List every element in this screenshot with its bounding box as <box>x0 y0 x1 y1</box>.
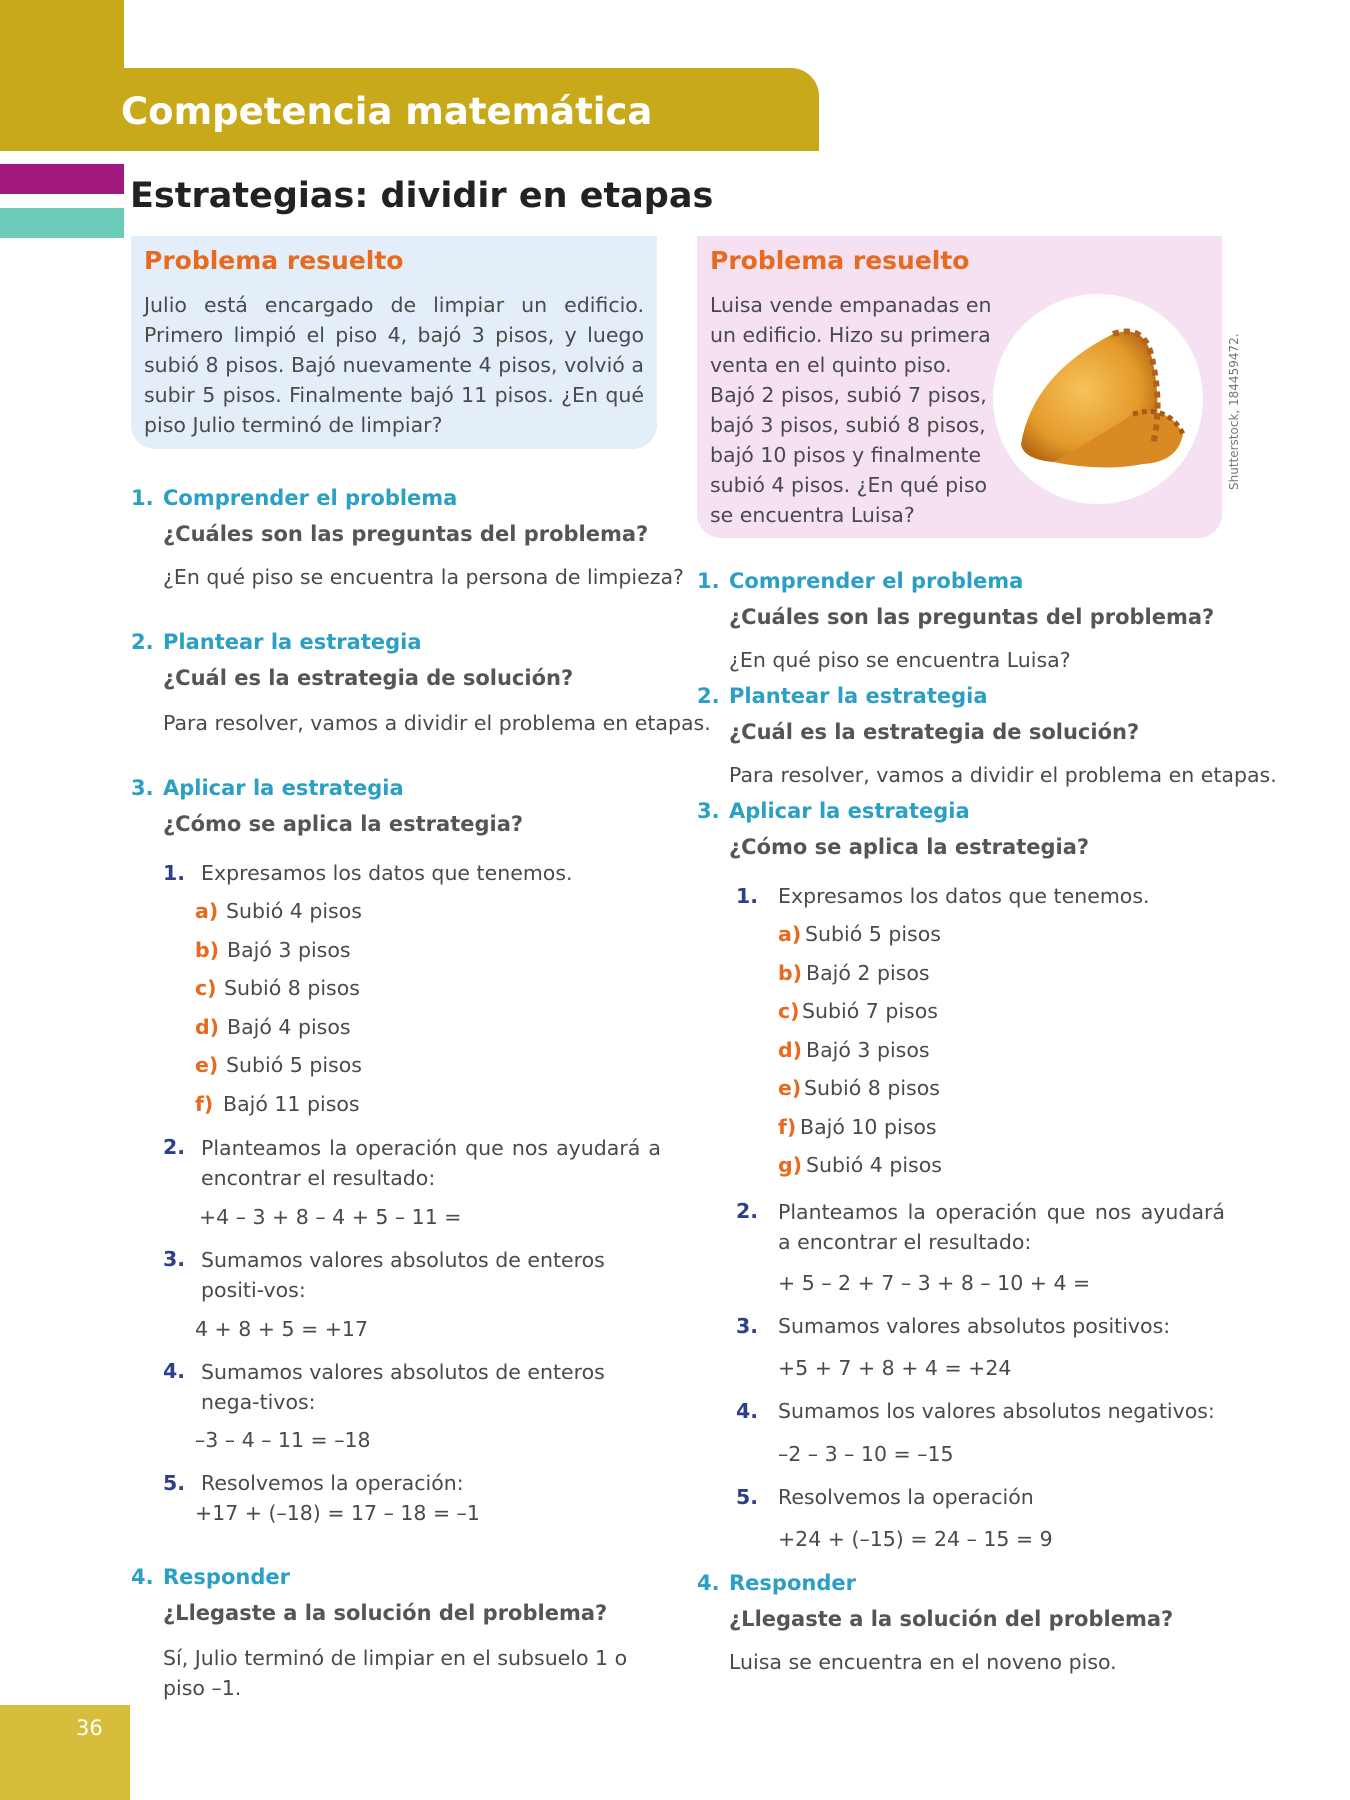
step-title: Responder <box>729 1571 856 1595</box>
step-number: 3. <box>131 776 154 800</box>
step-answer: ¿En qué piso se encuentra Luisa? <box>729 648 1071 672</box>
substep-text: Resolvemos la operación <box>778 1485 1034 1509</box>
equation: 4 + 8 + 5 = +17 <box>195 1317 369 1341</box>
item-letter: e) <box>195 1053 219 1077</box>
item-text: Subió 4 pisos <box>806 1153 942 1177</box>
item-text: Subió 5 pisos <box>226 1053 362 1077</box>
problem-box-title: Problema resuelto <box>144 246 404 275</box>
section-header-title: Competencia matemática <box>121 90 653 133</box>
page-title: Estrategias: dividir en etapas <box>130 176 714 216</box>
equation: –3 – 4 – 11 = –18 <box>195 1428 371 1452</box>
substep-text: Sumamos valores absolutos de enteros nega-tivos: <box>201 1360 605 1414</box>
substep-text: Resolvemos la operación: <box>201 1471 464 1495</box>
substep-number: 4. <box>163 1359 186 1383</box>
step-answer: Sí, Julio terminó de limpiar en el subsuelo 1 o piso –1. <box>163 1646 628 1700</box>
step-answer: ¿En qué piso se encuentra la persona de limpieza? <box>163 565 684 589</box>
item-letter: b) <box>778 961 803 985</box>
step-title: Aplicar la estrategia <box>163 776 404 800</box>
step-question: ¿Cuáles son las preguntas del problema? <box>163 522 649 546</box>
item-letter: d) <box>778 1038 803 1062</box>
step-title: Comprender el problema <box>163 486 458 510</box>
equation: +24 + (–15) = 24 – 15 = 9 <box>778 1527 1053 1551</box>
item-letter: g) <box>778 1153 803 1177</box>
item-text: Bajó 11 pisos <box>223 1092 360 1116</box>
step-question: ¿Cómo se aplica la estrategia? <box>729 835 1090 859</box>
item-letter: d) <box>195 1015 220 1039</box>
substep-number: 1. <box>736 884 759 908</box>
item-letter: a) <box>195 899 219 923</box>
step-number: 2. <box>131 630 154 654</box>
substep-number: 1. <box>163 861 186 885</box>
step-number: 1. <box>131 486 154 510</box>
header-accent-block <box>0 0 124 151</box>
problem-box-title: Problema resuelto <box>710 246 970 275</box>
item-letter: c) <box>195 976 217 1000</box>
step-question: ¿Cuál es la estrategia de solución? <box>729 720 1140 744</box>
step-title: Plantear la estrategia <box>163 630 422 654</box>
item-text: Bajó 4 pisos <box>227 1015 351 1039</box>
teal-side-tab <box>0 208 124 238</box>
equation: +5 + 7 + 8 + 4 = +24 <box>778 1356 1012 1380</box>
step-title: Plantear la estrategia <box>729 684 988 708</box>
substep-text: Expresamos los datos que tenemos. <box>778 884 1150 908</box>
substep-text: Sumamos valores absolutos de enteros positi-vos: <box>201 1248 605 1302</box>
empanada-illustration <box>993 294 1203 504</box>
step-number: 4. <box>697 1571 720 1595</box>
item-text: Subió 4 pisos <box>226 899 362 923</box>
step-number: 2. <box>697 684 720 708</box>
step-number: 3. <box>697 799 720 823</box>
empanada-photo <box>993 294 1203 504</box>
item-text: Subió 8 pisos <box>804 1076 940 1100</box>
substep-text: Sumamos valores absolutos positivos: <box>778 1314 1171 1338</box>
step-number: 1. <box>697 569 720 593</box>
substep-number: 3. <box>736 1314 759 1338</box>
substep-text: Planteamos la operación que nos ayudará a encontrar el resultado: <box>201 1136 661 1190</box>
equation: +17 + (–18) = 17 – 18 = –1 <box>195 1501 480 1525</box>
step-title: Aplicar la estrategia <box>729 799 970 823</box>
equation: + 5 – 2 + 7 – 3 + 8 – 10 + 4 = <box>778 1271 1091 1295</box>
step-answer: Para resolver, vamos a dividir el problema en etapas. <box>163 711 711 735</box>
step-question: ¿Cómo se aplica la estrategia? <box>163 812 524 836</box>
step-question: ¿Llegaste a la solución del problema? <box>163 1601 608 1625</box>
substep-text: Planteamos la operación que nos ayudará a encontrar el resultado: <box>778 1200 1225 1254</box>
magenta-side-tab <box>0 164 124 194</box>
problem-statement: Luisa vende empanadas en un edificio. Hizo su primera venta en el quinto piso. Bajó 2 pisos, subió 7 pisos, bajó 3 pisos, subió 8 pisos, bajó 10 pisos y finalmente subió 4 pisos. ¿En qué piso se encuentra Luisa? <box>710 293 992 527</box>
item-letter: b) <box>195 938 220 962</box>
step-question: ¿Cuál es la estrategia de solución? <box>163 666 574 690</box>
footer-page-tab <box>0 1705 130 1800</box>
step-number: 4. <box>131 1565 154 1589</box>
substep-text: Expresamos los datos que tenemos. <box>201 861 573 885</box>
item-letter: f) <box>778 1115 797 1139</box>
item-letter: c) <box>778 999 800 1023</box>
page-number: 36 <box>76 1716 103 1740</box>
item-text: Subió 8 pisos <box>224 976 360 1000</box>
item-letter: a) <box>778 922 802 946</box>
step-answer: Para resolver, vamos a dividir el problema en etapas. <box>729 763 1277 787</box>
item-letter: f) <box>195 1092 214 1116</box>
step-title: Responder <box>163 1565 290 1589</box>
step-question: ¿Cuáles son las preguntas del problema? <box>729 605 1215 629</box>
substep-number: 5. <box>736 1485 759 1509</box>
step-title: Comprender el problema <box>729 569 1024 593</box>
photo-credit: Shutterstock, 184459472. <box>1227 333 1241 490</box>
substep-number: 5. <box>163 1471 186 1495</box>
item-letter: e) <box>778 1076 802 1100</box>
step-question: ¿Llegaste a la solución del problema? <box>729 1607 1174 1631</box>
substep-number: 3. <box>163 1247 186 1271</box>
equation: –2 – 3 – 10 = –15 <box>778 1442 954 1466</box>
problem-statement: Julio está encargado de limpiar un edificio. Primero limpió el piso 4, bajó 3 pisos, y luego subió 8 pisos. Bajó nuevamente 4 pisos, volvió a subir 5 pisos. Finalmente bajó 11 pisos. ¿En qué piso Julio terminó de limpiar? <box>144 293 644 437</box>
item-text: Bajó 2 pisos <box>806 961 930 985</box>
item-text: Subió 7 pisos <box>802 999 938 1023</box>
substep-number: 2. <box>736 1199 759 1223</box>
substep-number: 2. <box>163 1135 186 1159</box>
item-text: Bajó 10 pisos <box>800 1115 937 1139</box>
substep-text: Sumamos los valores absolutos negativos: <box>778 1399 1215 1423</box>
step-answer: Luisa se encuentra en el noveno piso. <box>729 1650 1117 1674</box>
item-text: Bajó 3 pisos <box>227 938 351 962</box>
item-text: Subió 5 pisos <box>805 922 941 946</box>
item-text: Bajó 3 pisos <box>806 1038 930 1062</box>
equation: +4 – 3 + 8 – 4 + 5 – 11 = <box>199 1205 462 1229</box>
substep-number: 4. <box>736 1399 759 1423</box>
